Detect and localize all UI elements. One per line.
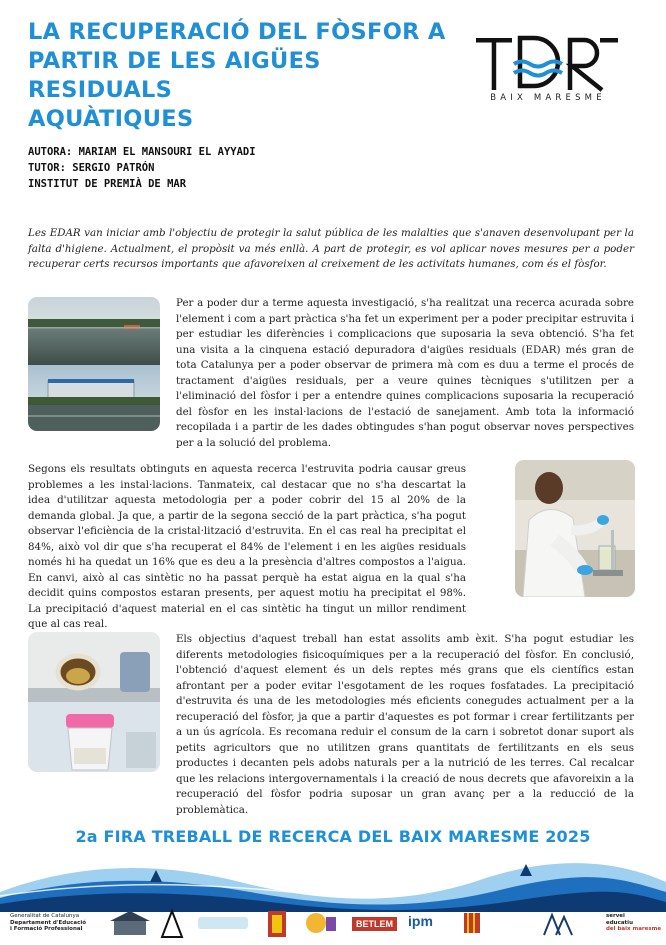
title-line-1: LA RECUPERACIÓ DEL FÒSFOR A bbox=[28, 19, 446, 45]
school-logo-5-icon bbox=[300, 909, 340, 939]
ipm-logo: ipm bbox=[408, 913, 433, 929]
servei-line-3: del baix maresme bbox=[606, 926, 662, 932]
servei-educatiu-logo bbox=[606, 913, 666, 933]
title-line-3: AQUÀTIQUES bbox=[28, 106, 194, 132]
gencat-line-3: i Formació Professional bbox=[10, 926, 83, 932]
school-logo-6-icon bbox=[540, 909, 580, 939]
title-line-2: PARTIR DE LES AIGÜES RESIDUALS bbox=[28, 48, 321, 103]
school-logo-2-icon bbox=[160, 909, 184, 939]
servei-line-1: servei bbox=[606, 913, 625, 919]
struvite-sample-photo bbox=[28, 632, 160, 772]
wastewater-plant-photo bbox=[28, 297, 160, 431]
fair-title: 2a FIRA TREBALL DE RECERCA DEL BAIX MARESME 2025 bbox=[75, 827, 591, 846]
tutor-line: TUTOR: SERGIO PATRÓN bbox=[28, 162, 155, 174]
method-paragraph: Per a poder dur a terme aquesta investigació, s'ha realitzat una recerca acurada sobre l'element i com a part pràctica s'ha fet un experiment per a poder precipitar estruvita i per estudiar les diferències i complicacions que suposaria la seva obtenció. S'ha fet una visita a la cinquena estació depuradora d'aigües residuals (EDAR) més gran de tota Catalunya per a poder observar de primera mà com es duu a terme el procés de tractament d'aigües residuals, per a veure quines tècniques s'utilitzen per a l'eliminació del fòsfor i per a entendre quines complicacions suposaria la recuperació del fòsfor en les instal·lacions de l'estació de sanejament. Amb tota la informació recopilada i a partir de les dades obtingudes s'han pogut observar noves perspectives per a la solució del problema. bbox=[176, 297, 634, 449]
sponsor-logos bbox=[0, 905, 666, 945]
gencat-line-1: Generalitat de Catalunya bbox=[10, 913, 80, 919]
logo-subtitle: BAIX MARESME bbox=[490, 93, 606, 103]
school-logo-4-icon bbox=[262, 909, 292, 939]
betlem-logo: BETLEM bbox=[352, 917, 397, 931]
servei-line-2: educatiu bbox=[606, 919, 633, 926]
poster-title bbox=[28, 18, 448, 134]
author-line: AUTORA: MARIAM EL MANSOURI EL AYYADI bbox=[28, 146, 256, 158]
decorative-waves bbox=[0, 852, 666, 912]
intro-paragraph: Les EDAR van iniciar amb l'objectiu de protegir la salut pública de les malalties que s'anaven desenvolupant per la falta d'higiene. Actualment, el propòsit va més enllà. A part de protegir, es vol aplicar noves mesures per a poder recuperar certs recursos importants que afavoreixen al creixement de les activitats humanes, com és el fòsfor. bbox=[28, 227, 634, 270]
credits bbox=[28, 144, 256, 192]
gencat-line-2: Departament d'Educació bbox=[10, 919, 87, 926]
school-logo-3-icon bbox=[198, 913, 248, 933]
results-paragraph: Segons els resultats obtinguts en aquesta recerca l'estruvita podria causar greus problemes a les instal·lacions. Tanmateix, cal destacar que no s'ha descartat la idea d'utilitzar aquesta metodologia per a poder cobrir del 15 al 20% de la demanda global. Ja que, a partir de la segona secció de la part pràctica, s'ha pogut observar l'eficiència de la cristal·lització d'estruvita. En el cas real ha precipitat el 84%, això vol dir que s'ha recuperat el 84% de l'element i en les aigües residuals només hi ha quedat un 16% que es deu a la presència d'altres compostos a l'aigua. En canvi, això al cas sintètic no ha passat perquè ha estat aigua en la qual s'ha decidit quins compostos estaran presents, per aquest motiu ha precipitat el 98%. La precipitació d'aquest material en el cas sintètic ha tingut un millor rendiment que al cas real. bbox=[28, 463, 466, 630]
gencat-logo bbox=[10, 913, 100, 933]
school-logo-1-icon bbox=[110, 909, 150, 939]
conclusion-paragraph: Els objectius d'aquest treball han estat assolits amb èxit. S'ha pogut estudiar les diferents metodologies fisicoquímiques per a la recuperació del fòsfor. En conclusió, l'obtenció d'aquest element és un dels reptes més grans que els científics estan afrontant per a poder evitar l'esgotament de les roques fosfatades. La precipitació d'estruvita és una de les metodologies més eficients conegudes actualment per a la recuperació del fòsfor, ja que a partir d'aquestes es pot formar i crear fertilitzants per a un ús agrícola. Es recomana reduir el consum de la carn i sobretot donar suport als petits agricultors que no utilitzen grans quantitats de fertilitzants en els seus productes i decanten pels adobs naturals per a la nutrició de les terres. Cal recalcar que les relacions intergovernamentals i la creació de nous decrets que afavoreixin a la recuperació del fòsfor podria suposar un gran avanç per a la reducció de la problemàtica. bbox=[176, 633, 634, 816]
lab-experiment-photo bbox=[515, 460, 635, 597]
gencat-2-logo-icon bbox=[462, 911, 482, 935]
institute-line: INSTITUT DE PREMIÀ DE MAR bbox=[28, 178, 187, 190]
